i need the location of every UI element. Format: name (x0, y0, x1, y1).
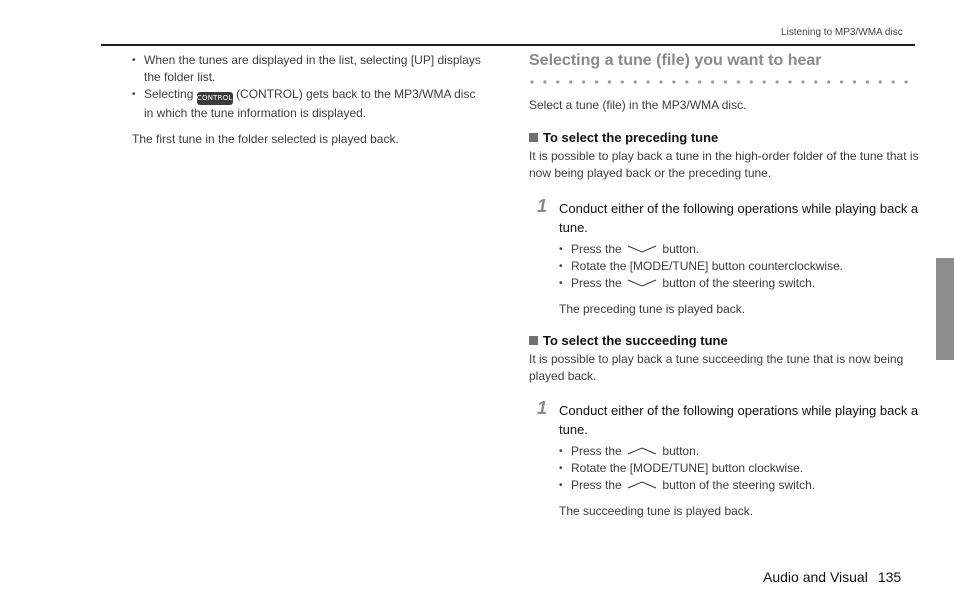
down-chevron-icon (627, 278, 657, 288)
succeeding-step-text: Conduct either of the following operations while playing back a tune. (559, 403, 919, 437)
succeeding-heading-text: To select the succeeding tune (543, 333, 728, 348)
divider-dot (685, 80, 688, 83)
succeeding-description: It is possible to play back a tune succeeding the tune that is now being played back. (529, 352, 904, 383)
preceding-bullets (559, 241, 919, 292)
bullet-text-before: Press the (571, 478, 622, 492)
preceding-bullet-3 (559, 275, 919, 292)
up-chevron-icon (627, 480, 657, 490)
succeeding-bullet-2: • Rotate the [MODE/TUNE] button clockwise. (559, 460, 919, 477)
divider-dot (647, 80, 650, 83)
bullet-text-after: button of the steering switch. (662, 478, 816, 492)
succeeding-result: The succeeding tune is played back. (559, 504, 754, 518)
divider-dot (879, 80, 882, 83)
bullet-text-after: button of the steering switch. (662, 276, 816, 290)
divider-dot (659, 80, 662, 83)
succeeding-bullet-3 (559, 477, 919, 494)
divider-dot (711, 80, 714, 83)
up-chevron-icon (627, 446, 657, 456)
preceding-result: The preceding tune is played back. (559, 302, 746, 316)
section-title: Selecting a tune (file) you want to hear (529, 52, 822, 69)
divider-dot (905, 80, 908, 83)
bullet-text-before: Press the (571, 276, 622, 290)
divider-dot (840, 80, 843, 83)
divider-dot (556, 80, 559, 83)
bullet-text-before: Press the (571, 444, 622, 458)
left-bullet-2-before: Selecting (144, 87, 194, 101)
divider-dot (582, 80, 585, 83)
page-footer (763, 569, 901, 585)
divider-dot (530, 80, 533, 83)
dotted-divider (530, 76, 915, 88)
preceding-step-text: Conduct either of the following operations while playing back a tune. (559, 201, 919, 235)
divider-dot (608, 80, 611, 83)
preceding-heading-text: To select the preceding tune (543, 130, 719, 145)
divider-dot (672, 80, 675, 83)
section-intro: Select a tune (file) in the MP3/WMA disc. (529, 98, 747, 112)
divider-dot (776, 80, 779, 83)
succeeding-heading (529, 333, 728, 348)
left-note: The first tune in the folder selected is played back. (132, 132, 399, 146)
divider-dot (866, 80, 869, 83)
left-bullet-1: • When the tunes are displayed in the list, selecting [UP] displays the folder list. (132, 52, 487, 86)
preceding-step-number: 1 (537, 196, 548, 216)
page-number: 135 (877, 569, 902, 585)
divider-dot (698, 80, 701, 83)
control-button-icon: CONTROL (197, 92, 233, 105)
bullet-text-after: button. (662, 242, 700, 256)
divider-dot (737, 80, 740, 83)
divider-dot (788, 80, 791, 83)
divider-dot (595, 80, 598, 83)
preceding-bullet-2: • Rotate the [MODE/TUNE] button counterclockwise. (559, 258, 919, 275)
chapter-side-tab (936, 258, 954, 360)
preceding-bullet-1 (559, 241, 919, 258)
bullet-text-before: Press the (571, 242, 622, 256)
divider-dot (621, 80, 624, 83)
square-bullet-icon (529, 133, 538, 142)
divider-dot (763, 80, 766, 83)
divider-dot (569, 80, 572, 83)
divider-dot (827, 80, 830, 83)
succeeding-bullets (559, 443, 919, 494)
left-bullet-2-after: (CONTROL) gets back to the MP3/WMA disc in which the tune information is displayed. (144, 87, 476, 120)
succeeding-step-number: 1 (537, 398, 548, 418)
succeeding-bullet-1 (559, 443, 919, 460)
divider-dot (634, 80, 637, 83)
divider-dot (724, 80, 727, 83)
divider-dot (853, 80, 856, 83)
square-bullet-icon (529, 336, 538, 345)
bullet-text-after: button. (662, 444, 700, 458)
preceding-heading (529, 130, 718, 145)
left-bullet-2 (132, 86, 487, 122)
down-chevron-icon (627, 244, 657, 254)
divider-dot (814, 80, 817, 83)
preceding-description: It is possible to play back a tune in the high-order folder of the tune that is now being played back or the preceding tune. (529, 149, 919, 180)
left-column (132, 52, 487, 148)
divider-dot (543, 80, 546, 83)
running-header: Listening to MP3/WMA disc (781, 27, 903, 38)
divider-dot (892, 80, 895, 83)
footer-section-name: Audio and Visual (763, 569, 868, 585)
divider-dot (750, 80, 753, 83)
top-rule (101, 44, 915, 46)
divider-dot (801, 80, 804, 83)
